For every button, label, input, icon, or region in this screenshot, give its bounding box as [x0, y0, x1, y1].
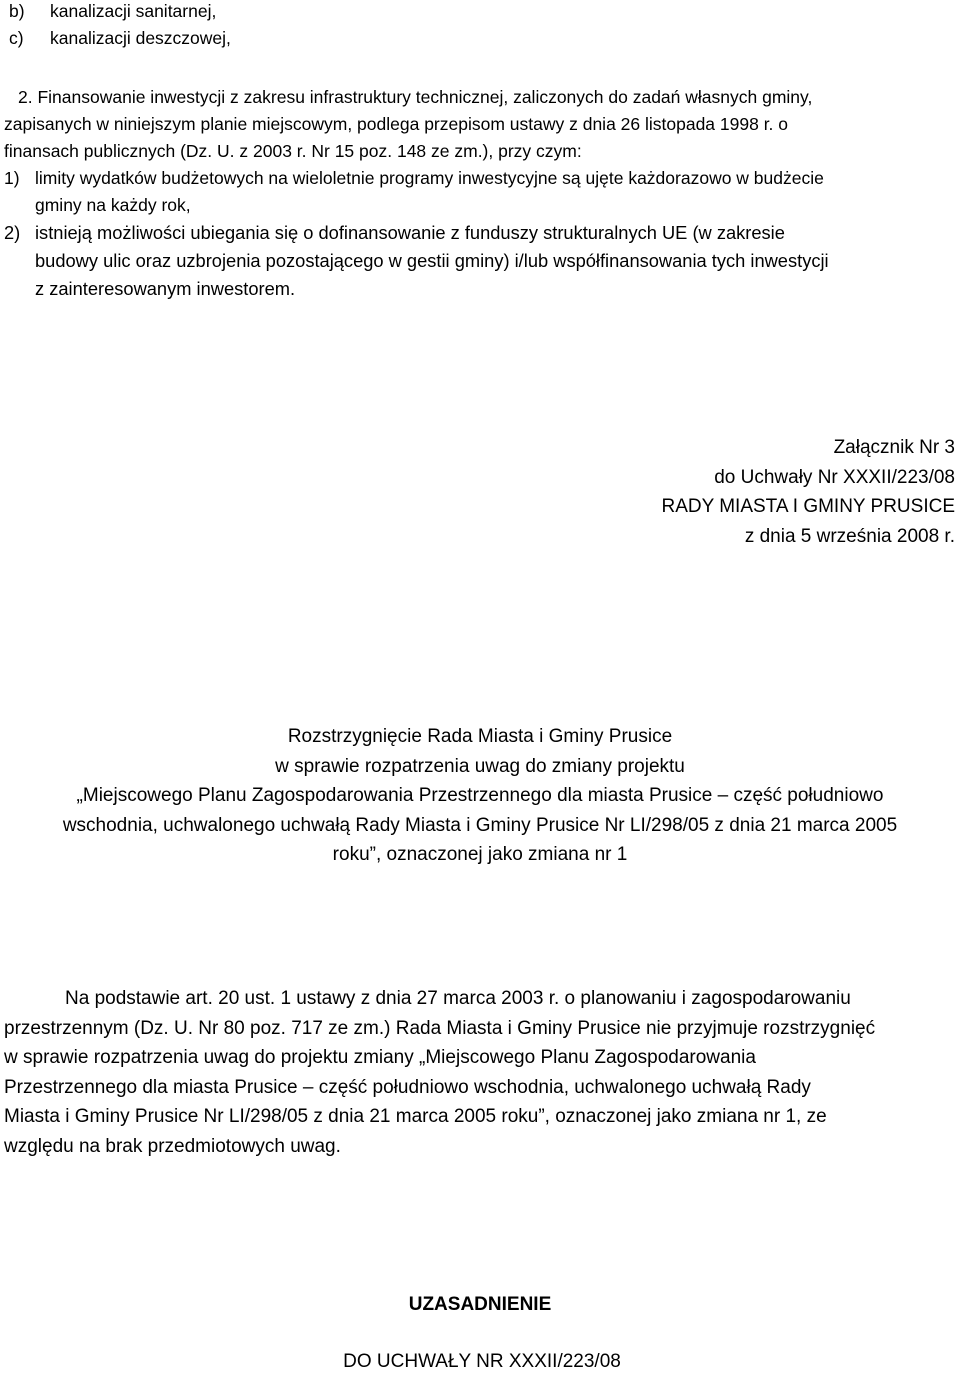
basis-paragraph: [4, 984, 875, 1161]
paragraph-line: przestrzennym (Dz. U. Nr 80 poz. 717 ze zm.) Rada Miasta i Gminy Prusice nie przyjmuje rozstrzygnięć: [4, 1017, 876, 1039]
financing-paragraph: [4, 84, 812, 165]
attachment-header: [661, 433, 955, 551]
list-marker: b): [9, 1, 25, 21]
list-marker: 1): [4, 168, 20, 188]
paragraph-line: w sprawie rozpatrzenia uwag do projektu zmiany „Miejscowego Planu Zagospodarowania: [4, 1047, 756, 1068]
resolution-number: do Uchwały Nr XXXII/223/08: [714, 466, 955, 488]
paragraph-line: względu na brak przedmiotowych uwag.: [4, 1135, 341, 1157]
paragraph-line: Na podstawie art. 20 ust. 1 ustawy z dnia 27 marca 2003 r. o planowaniu i zagospodarowaniu: [65, 988, 851, 1009]
list-text: z zainteresowanym inwestorem.: [35, 278, 296, 299]
resolution-title: [0, 722, 960, 870]
justification-heading-text: UZASADNIENIE: [408, 1294, 552, 1315]
resolution-reference: [2, 1347, 960, 1377]
paragraph-line: Miasta i Gminy Prusice Nr LI/298/05 z dnia 21 marca 2005 roku”, oznaczonej jako zmiana nr 1, ze: [4, 1106, 827, 1127]
list-text: kanalizacji deszczowej,: [50, 28, 231, 48]
list-item-c: [9, 25, 231, 52]
title-line: „Miejscowego Planu Zagospodarowania Przestrzennego dla miasta Prusice – część południowo: [76, 785, 884, 806]
list-text: budowy ulic oraz uzbrojenia pozostającego w gestii gminy) i/lub współfinansowania tych inwestycji: [35, 250, 829, 271]
list-text: gminy na każdy rok,: [35, 195, 191, 215]
list-text: limity wydatków budżetowych na wieloletnie programy inwestycyjne są ujęte każdorazowo w budżecie: [35, 168, 824, 188]
paragraph-line: finansach publicznych (Dz. U. z 2003 r. Nr 15 poz. 148 ze zm.), przy czym:: [4, 141, 582, 161]
sublist-item-1: [4, 165, 824, 219]
attachment-number: Załącznik Nr 3: [833, 437, 955, 458]
paragraph-line: Przestrzennego dla miasta Prusice – część południowo wschodnia, uchwalonego uchwałą Rady: [4, 1076, 811, 1098]
resolution-reference-text: DO UCHWAŁY NR XXXII/223/08: [343, 1351, 621, 1372]
title-line: roku”, oznaczonej jako zmiana nr 1: [332, 844, 628, 865]
list-item-b: [9, 0, 216, 25]
list-text: istnieją możliwości ubiegania się o dofinansowanie z funduszy strukturalnych UE (w zakresie: [35, 222, 785, 243]
title-line: wschodnia, uchwalonego uchwałą Rady Miasta i Gminy Prusice Nr LI/298/05 z dnia 21 marca 2005: [62, 814, 898, 836]
council-name: RADY MIASTA I GMINY PRUSICE: [661, 496, 955, 517]
title-line: w sprawie rozpatrzenia uwag do zmiany projektu: [275, 755, 685, 777]
sublist-item-2: [4, 219, 829, 303]
title-line: Rozstrzygnięcie Rada Miasta i Gminy Prusice: [287, 726, 673, 747]
paragraph-line: 2. Finansowanie inwestycji z zakresu infrastruktury technicznej, zaliczonych do zadań własnych gminy,: [18, 87, 813, 107]
list-text: kanalizacji sanitarnej,: [50, 1, 217, 21]
justification-heading: [0, 1290, 960, 1320]
resolution-date: z dnia 5 września 2008 r.: [744, 525, 955, 547]
list-marker: c): [9, 28, 24, 48]
paragraph-line: zapisanych w niniejszym planie miejscowym, podlega przepisom ustawy z dnia 26 listopada 1998 r. o: [4, 114, 789, 134]
list-marker: 2): [4, 222, 21, 243]
